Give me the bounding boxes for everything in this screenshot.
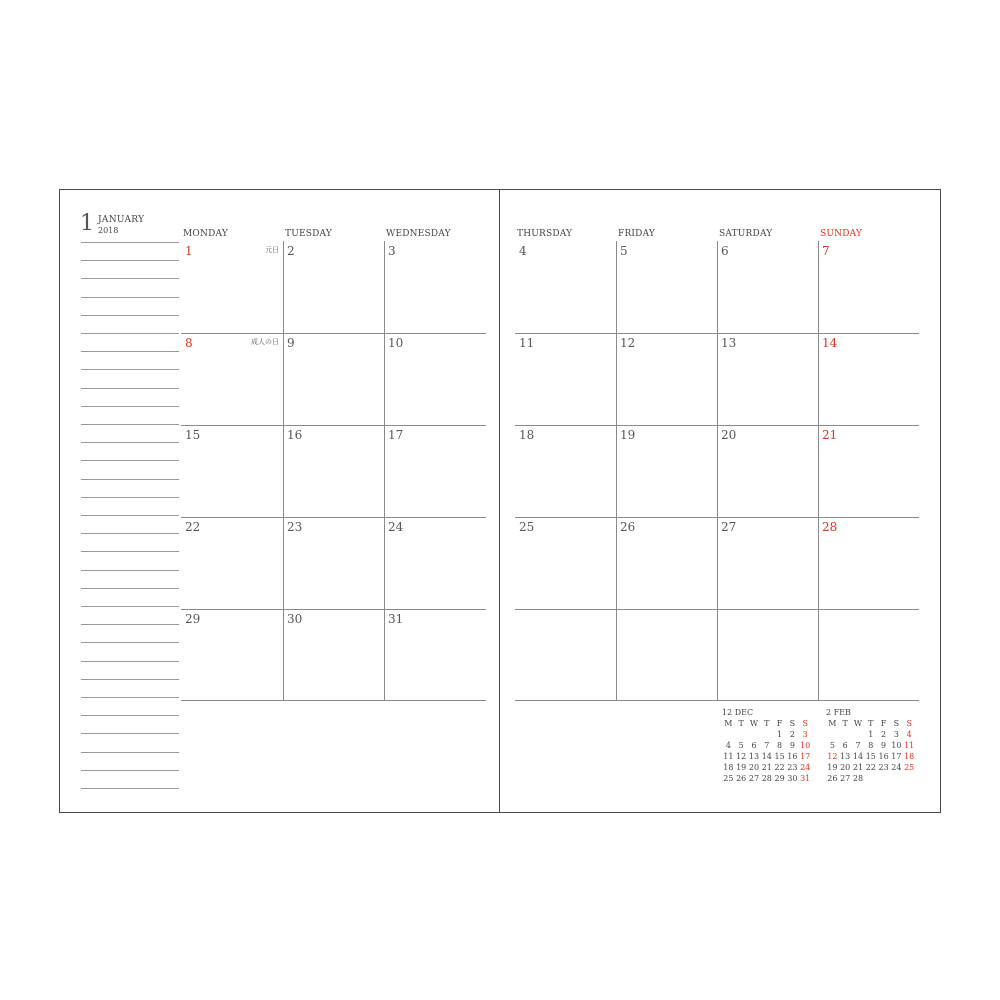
mini-date: 26 bbox=[827, 774, 838, 783]
week-divider bbox=[181, 425, 486, 426]
mini-date: 3 bbox=[893, 730, 899, 739]
date-cell: 20 bbox=[721, 428, 737, 442]
date-cell: 18 bbox=[519, 428, 535, 442]
mini-calendar-week bbox=[722, 762, 812, 773]
mini-calendar-week bbox=[722, 751, 812, 762]
left-page bbox=[59, 189, 500, 813]
mini-date: 25 bbox=[904, 763, 915, 772]
mini-calendar-feb bbox=[826, 707, 916, 784]
mini-calendar-weekdays bbox=[826, 718, 916, 729]
date-cell: 16 bbox=[287, 428, 303, 442]
mini-date bbox=[877, 773, 890, 784]
mini-date: 17 bbox=[800, 752, 811, 761]
notes-line bbox=[81, 388, 179, 389]
mini-calendar-week bbox=[826, 740, 916, 751]
mini-weekday: W bbox=[749, 719, 759, 728]
mini-weekday: S bbox=[789, 719, 796, 728]
mini-date: 10 bbox=[891, 741, 902, 750]
mini-date: 13 bbox=[748, 752, 760, 761]
mini-date: 7 bbox=[855, 741, 861, 750]
mini-date: 20 bbox=[748, 763, 760, 772]
mini-weekday: M bbox=[724, 719, 733, 728]
mini-calendar-week bbox=[826, 773, 916, 784]
mini-date bbox=[748, 729, 761, 740]
mini-date: 1 bbox=[868, 730, 874, 739]
date-cell: 15 bbox=[185, 428, 201, 442]
date-cell: 19 bbox=[620, 428, 636, 442]
mini-date: 23 bbox=[878, 763, 889, 772]
mini-date: 11 bbox=[723, 752, 734, 761]
mini-calendar-dec bbox=[722, 707, 812, 784]
mini-date bbox=[826, 729, 839, 740]
mini-calendar-week bbox=[722, 773, 812, 784]
day-header-saturday: SATURDAY bbox=[719, 229, 773, 239]
mini-date: 21 bbox=[761, 763, 772, 772]
mini-date: 16 bbox=[787, 752, 798, 761]
day-header-wednesday: WEDNESDAY bbox=[386, 229, 451, 239]
notes-line bbox=[81, 278, 179, 279]
mini-date: 22 bbox=[774, 763, 785, 772]
mini-date: 17 bbox=[891, 752, 902, 761]
date-cell: 9 bbox=[287, 336, 295, 350]
mini-weekday: S bbox=[906, 719, 912, 728]
month-number: 1 bbox=[80, 211, 94, 236]
mini-date bbox=[722, 729, 735, 740]
mini-date: 31 bbox=[800, 774, 811, 783]
day-header-thursday: THURSDAY bbox=[517, 229, 573, 239]
mini-date: 2 bbox=[881, 730, 887, 739]
date-cell: 14 bbox=[822, 336, 838, 350]
date-cell: 30 bbox=[287, 612, 303, 626]
notes-line bbox=[81, 515, 179, 516]
mini-date: 2 bbox=[789, 730, 795, 739]
mini-date: 26 bbox=[736, 774, 747, 783]
day-header-monday: MONDAY bbox=[183, 229, 228, 239]
week-divider bbox=[181, 609, 486, 610]
notes-line bbox=[81, 260, 179, 261]
mini-calendar-week bbox=[722, 729, 812, 740]
notes-line bbox=[81, 624, 179, 625]
mini-date bbox=[760, 729, 773, 740]
mini-weekday: T bbox=[738, 719, 744, 728]
mini-date bbox=[735, 729, 748, 740]
mini-date: 18 bbox=[904, 752, 915, 761]
notes-line bbox=[81, 661, 179, 662]
notes-line bbox=[81, 460, 179, 461]
notes-line bbox=[81, 406, 179, 407]
mini-date: 6 bbox=[842, 741, 848, 750]
day-header-friday: FRIDAY bbox=[618, 229, 656, 239]
mini-date bbox=[890, 773, 903, 784]
mini-date bbox=[903, 773, 916, 784]
mini-calendar-title: 12 DEC bbox=[722, 708, 754, 717]
mini-weekday: T bbox=[764, 719, 770, 728]
right-page bbox=[499, 189, 941, 813]
date-cell: 24 bbox=[388, 520, 404, 534]
mini-date: 9 bbox=[789, 741, 795, 750]
mini-date: 8 bbox=[777, 741, 783, 750]
date-cell: 25 bbox=[519, 520, 535, 534]
mini-calendar-week bbox=[826, 729, 916, 740]
mini-date: 8 bbox=[868, 741, 874, 750]
mini-weekday: F bbox=[880, 719, 887, 728]
notes-line bbox=[81, 606, 179, 607]
notes-line bbox=[81, 697, 179, 698]
date-cell: 13 bbox=[721, 336, 737, 350]
date-cell: 23 bbox=[287, 520, 303, 534]
mini-date: 19 bbox=[736, 763, 747, 772]
mini-date: 23 bbox=[787, 763, 798, 772]
mini-date: 14 bbox=[852, 752, 864, 761]
notes-line bbox=[81, 442, 179, 443]
mini-weekday: T bbox=[868, 719, 874, 728]
date-cell: 7 bbox=[822, 244, 830, 258]
mini-date: 16 bbox=[878, 752, 889, 761]
day-header-sunday: SUNDAY bbox=[820, 229, 863, 239]
notes-line bbox=[81, 642, 179, 643]
holiday-label: 元日 bbox=[265, 246, 279, 254]
mini-date: 5 bbox=[738, 741, 744, 750]
date-cell: 5 bbox=[620, 244, 628, 258]
mini-date: 13 bbox=[840, 752, 851, 761]
mini-weekday: S bbox=[802, 719, 808, 728]
mini-date: 7 bbox=[764, 741, 770, 750]
mini-weekday: F bbox=[776, 719, 783, 728]
date-cell: 1 bbox=[185, 244, 193, 258]
mini-date: 29 bbox=[774, 774, 785, 783]
notes-line bbox=[81, 497, 179, 498]
notes-line bbox=[81, 788, 179, 789]
mini-date: 28 bbox=[761, 774, 772, 783]
notes-line bbox=[81, 752, 179, 753]
mini-date: 30 bbox=[787, 774, 798, 783]
mini-date: 4 bbox=[906, 730, 912, 739]
mini-date: 28 bbox=[852, 774, 864, 783]
mini-date: 21 bbox=[852, 763, 864, 772]
mini-date: 12 bbox=[827, 752, 838, 761]
mini-calendar-weekdays bbox=[722, 718, 812, 729]
mini-date: 4 bbox=[725, 741, 731, 750]
mini-calendar-week bbox=[826, 751, 916, 762]
date-cell: 31 bbox=[388, 612, 404, 626]
mini-date: 22 bbox=[865, 763, 876, 772]
mini-date: 1 bbox=[777, 730, 783, 739]
mini-date: 14 bbox=[761, 752, 772, 761]
notes-line bbox=[81, 770, 179, 771]
date-cell: 4 bbox=[519, 244, 527, 258]
notes-line bbox=[81, 533, 179, 534]
mini-date: 3 bbox=[802, 730, 808, 739]
date-cell: 26 bbox=[620, 520, 636, 534]
date-cell: 29 bbox=[185, 612, 201, 626]
date-cell: 6 bbox=[721, 244, 729, 258]
week-divider bbox=[181, 333, 486, 334]
mini-date: 19 bbox=[827, 763, 838, 772]
notes-line bbox=[81, 479, 179, 480]
day-divider bbox=[717, 241, 718, 700]
date-cell: 12 bbox=[620, 336, 636, 350]
week-divider bbox=[181, 517, 486, 518]
mini-weekday: T bbox=[842, 719, 848, 728]
date-cell: 2 bbox=[287, 244, 295, 258]
mini-calendar-week bbox=[826, 762, 916, 773]
mini-date bbox=[864, 773, 877, 784]
date-cell: 27 bbox=[721, 520, 737, 534]
mini-date: 6 bbox=[751, 741, 757, 750]
week-divider bbox=[515, 700, 919, 701]
date-cell: 28 bbox=[822, 520, 838, 534]
notes-line bbox=[81, 715, 179, 716]
notes-line bbox=[81, 570, 179, 571]
mini-weekday: M bbox=[828, 719, 837, 728]
notes-line bbox=[81, 315, 179, 316]
mini-calendar-week bbox=[722, 740, 812, 751]
notes-line bbox=[81, 679, 179, 680]
mini-date: 25 bbox=[723, 774, 734, 783]
mini-date: 15 bbox=[865, 752, 876, 761]
notes-line bbox=[81, 351, 179, 352]
date-cell: 10 bbox=[388, 336, 404, 350]
mini-date bbox=[852, 729, 865, 740]
day-divider bbox=[384, 241, 385, 700]
mini-date: 20 bbox=[840, 763, 851, 772]
date-cell: 11 bbox=[519, 336, 535, 350]
holiday-label: 成人の日 bbox=[251, 338, 279, 346]
mini-date: 12 bbox=[736, 752, 747, 761]
date-cell: 3 bbox=[388, 244, 396, 258]
mini-weekday: S bbox=[893, 719, 900, 728]
day-divider bbox=[283, 241, 284, 700]
month-year: 2018 bbox=[98, 226, 119, 235]
day-header-tuesday: TUESDAY bbox=[285, 229, 333, 239]
date-cell: 8 bbox=[185, 336, 193, 350]
mini-date: 15 bbox=[774, 752, 785, 761]
notes-line bbox=[81, 588, 179, 589]
notes-line bbox=[81, 297, 179, 298]
date-cell: 22 bbox=[185, 520, 201, 534]
mini-date bbox=[839, 729, 852, 740]
date-cell: 17 bbox=[388, 428, 404, 442]
month-label bbox=[80, 211, 180, 238]
day-divider bbox=[616, 241, 617, 700]
notes-line bbox=[81, 242, 179, 243]
mini-weekday: W bbox=[853, 719, 863, 728]
day-divider bbox=[818, 241, 819, 700]
notes-line bbox=[81, 551, 179, 552]
notes-line bbox=[81, 333, 179, 334]
week-divider bbox=[181, 700, 486, 701]
mini-date: 24 bbox=[800, 763, 811, 772]
mini-date: 5 bbox=[829, 741, 835, 750]
mini-date: 27 bbox=[748, 774, 760, 783]
notes-line bbox=[81, 369, 179, 370]
notes-line bbox=[81, 424, 179, 425]
month-name: JANUARY bbox=[98, 215, 145, 225]
mini-calendar-title: 2 FEB bbox=[826, 708, 851, 717]
mini-date: 11 bbox=[904, 741, 915, 750]
date-cell: 21 bbox=[822, 428, 838, 442]
mini-date: 24 bbox=[891, 763, 902, 772]
mini-date: 9 bbox=[881, 741, 887, 750]
mini-date: 10 bbox=[800, 741, 811, 750]
notes-line bbox=[81, 733, 179, 734]
mini-date: 27 bbox=[840, 774, 851, 783]
mini-date: 18 bbox=[723, 763, 734, 772]
